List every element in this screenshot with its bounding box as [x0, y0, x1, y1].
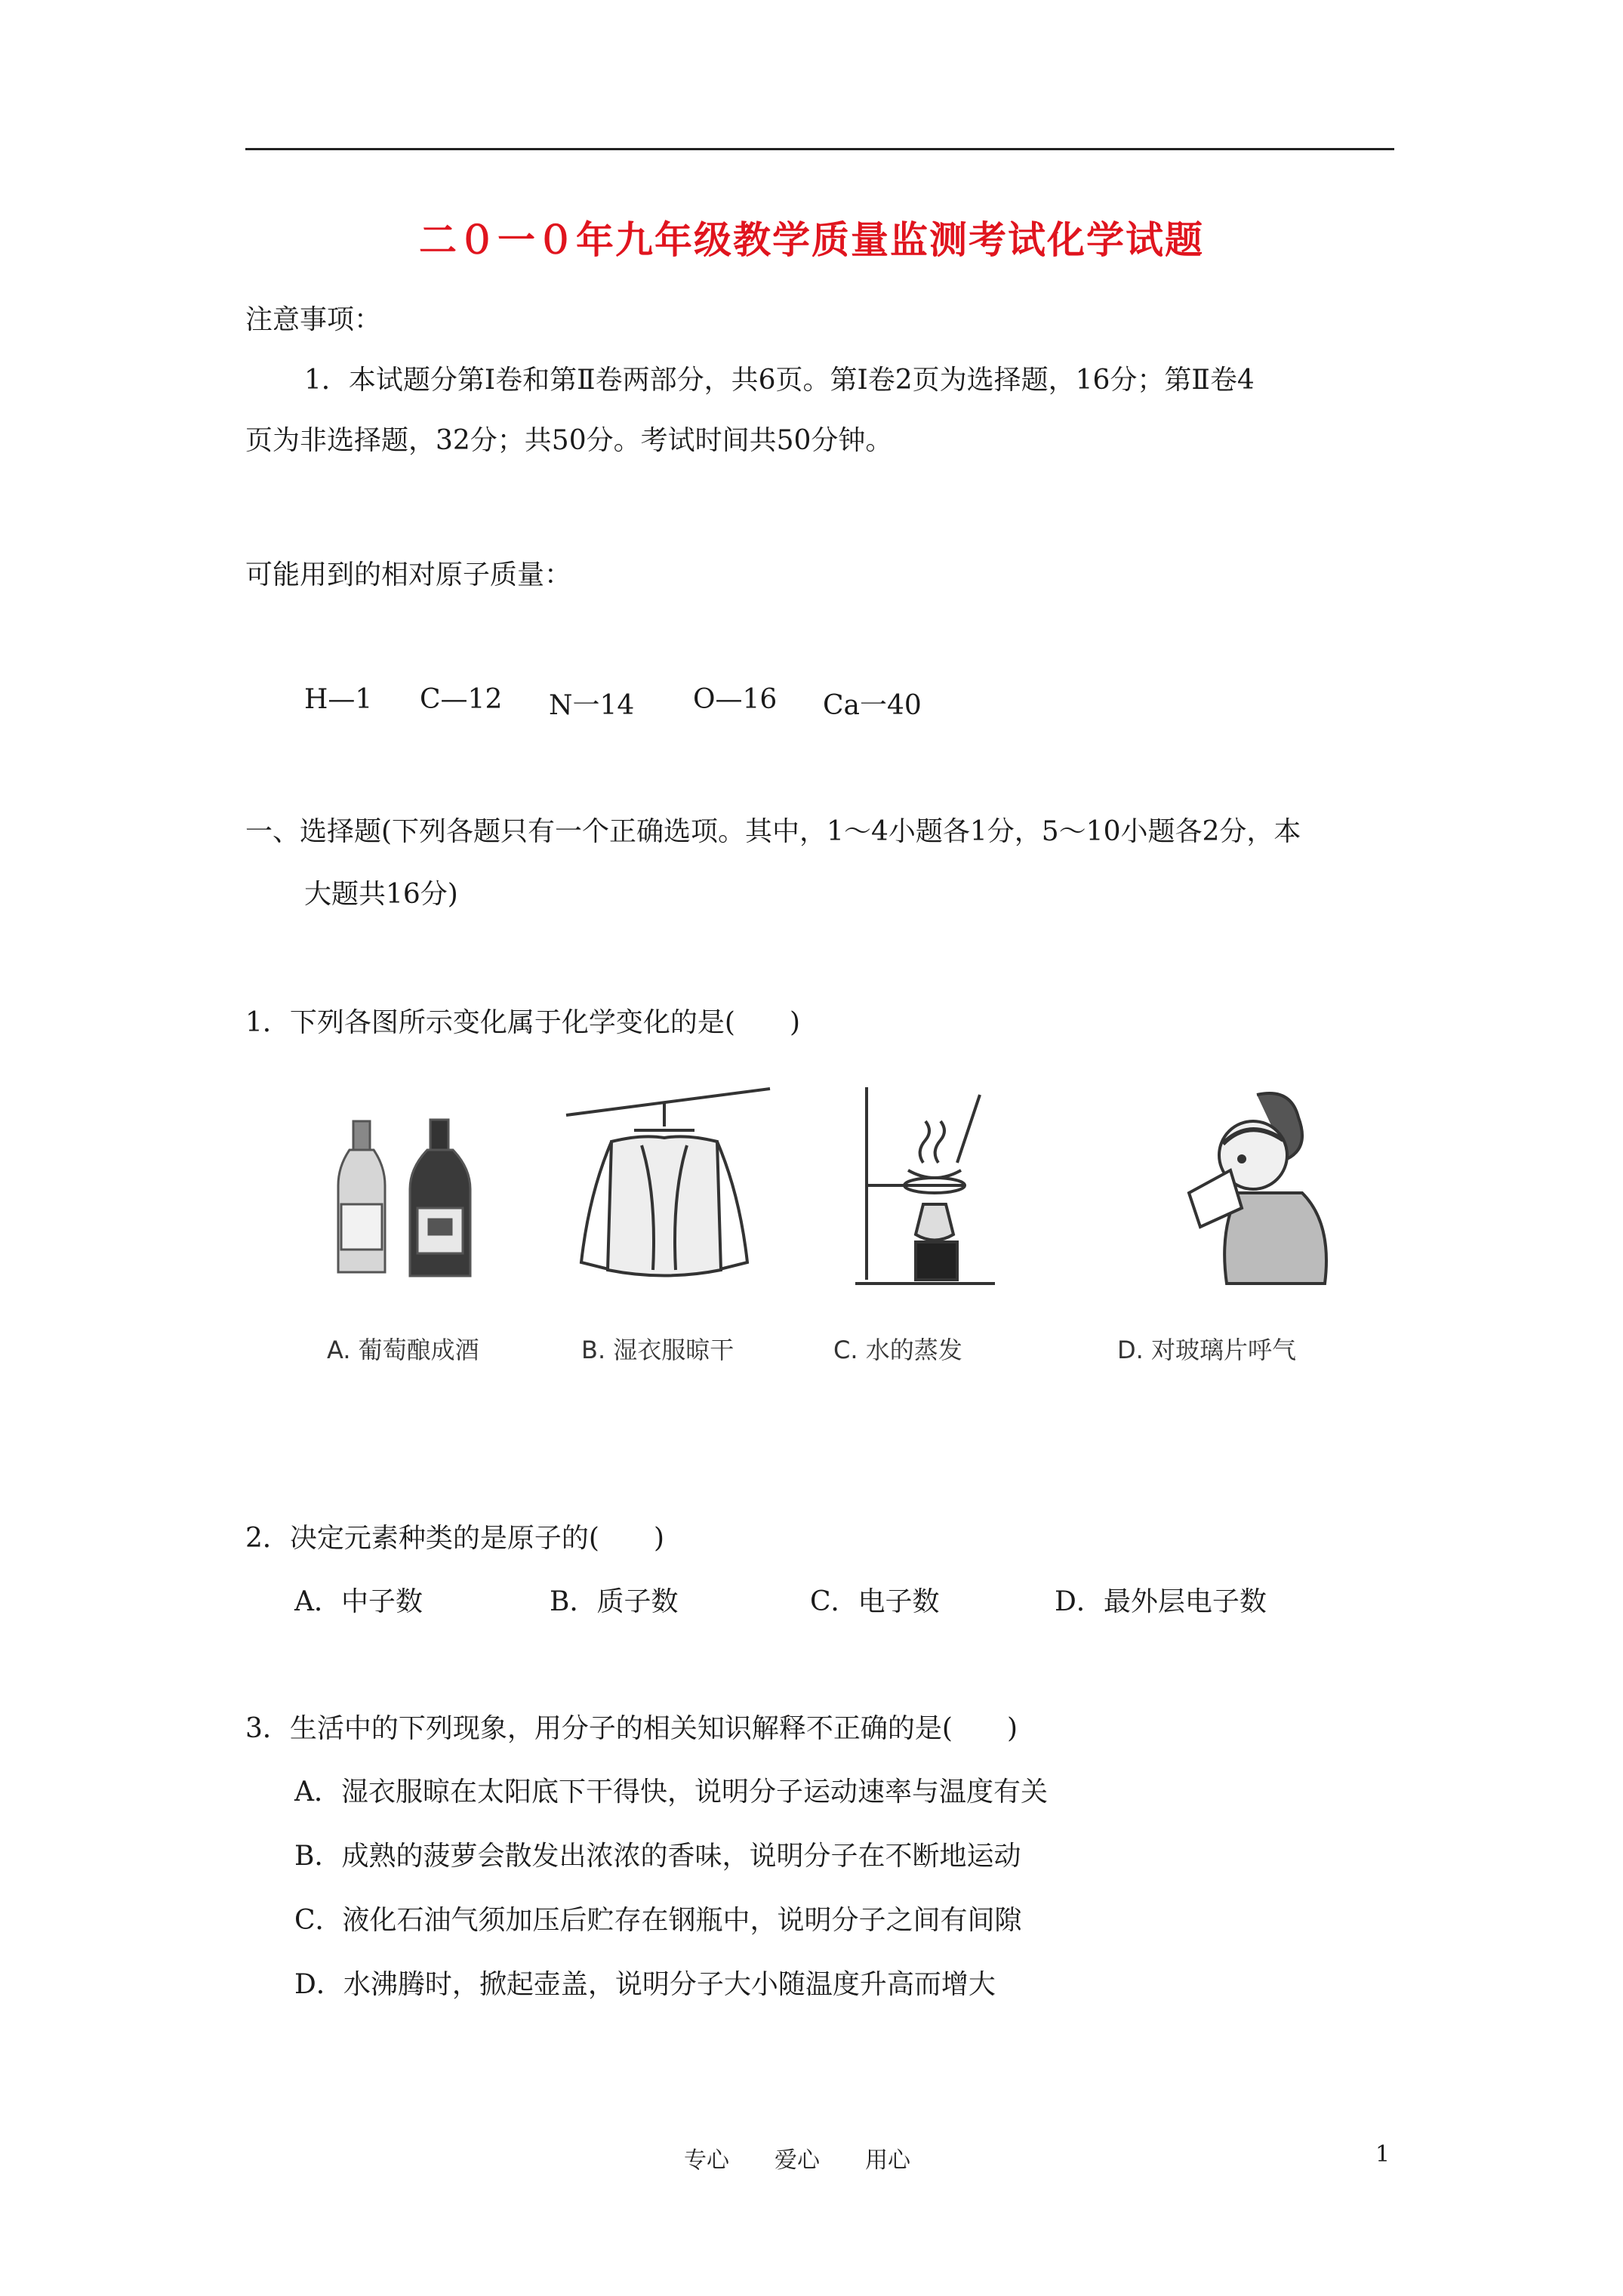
- atomic-mass-h: H—1: [304, 684, 373, 715]
- q2-option-b: B．质子数: [550, 1586, 679, 1617]
- atomic-mass-o: O—16: [693, 684, 778, 715]
- notice-1-line1: 1．本试题分第Ⅰ卷和第Ⅱ卷两部分，共6页。第Ⅰ卷2页为选择题，16分；第Ⅱ卷4: [304, 365, 1255, 396]
- atomic-mass-n: N一14: [549, 690, 635, 721]
- evaporation-apparatus-illustration: [852, 1080, 1002, 1299]
- notice-1-line2: 页为非选择题，32分；共50分。考试时间共50分钟。: [245, 425, 893, 456]
- page-title: 二０一０年九年级教学质量监测考试化学试题: [419, 218, 1204, 262]
- wine-bottles-illustration: [323, 1114, 497, 1284]
- page-footer: 专心 爱心 用心: [684, 2147, 910, 2174]
- q3-option-c: C．液化石油气须加压后贮存在钢瓶中，说明分子之间有间隙: [294, 1905, 1022, 1936]
- q1-caption-c: C. 水的蒸发: [833, 1336, 962, 1364]
- atomic-mass-ca: Ca一40: [823, 690, 922, 721]
- q2-option-a: A．中子数: [294, 1586, 423, 1617]
- header-rule: [245, 148, 1394, 150]
- q3-stem: 3．生活中的下列现象，用分子的相关知识解释不正确的是( ): [245, 1713, 1018, 1744]
- notice-heading: 注意事项：: [245, 304, 382, 335]
- q2-stem: 2．决定元素种类的是原子的( ): [245, 1523, 664, 1554]
- q3-option-b: B．成熟的菠萝会散发出浓浓的香味，说明分子在不断地运动: [294, 1841, 1021, 1872]
- section1-instructions-line2: 大题共16分): [304, 879, 458, 910]
- q1-caption-b: B. 湿衣服晾干: [581, 1336, 735, 1364]
- atomic-mass-heading: 可能用到的相对原子质量：: [245, 559, 572, 590]
- page-number: 1: [1375, 2141, 1390, 2168]
- q1-caption-d: D. 对玻璃片呼气: [1117, 1336, 1296, 1364]
- q2-option-c: C．电子数: [810, 1586, 940, 1617]
- q1-stem: 1．下列各图所示变化属于化学变化的是( ): [245, 1007, 800, 1038]
- q2-option-d: D．最外层电子数: [1055, 1586, 1267, 1617]
- atomic-mass-c: C—12: [420, 684, 503, 715]
- q1-caption-a: A. 葡萄酿成酒: [327, 1336, 479, 1364]
- q3-option-a: A．湿衣服晾在太阳底下干得快，说明分子运动速率与温度有关: [294, 1777, 1048, 1808]
- girl-breathing-on-glass-illustration: [1159, 1087, 1363, 1291]
- section1-instructions-line1: 一、选择题(下列各题只有一个正确选项。其中，1～4小题各1分，5～10小题各2分，本: [245, 816, 1301, 847]
- wet-clothes-illustration: [559, 1081, 778, 1293]
- q3-option-d: D．水沸腾时，掀起壶盖，说明分子大小随温度升高而增大: [294, 1969, 996, 2000]
